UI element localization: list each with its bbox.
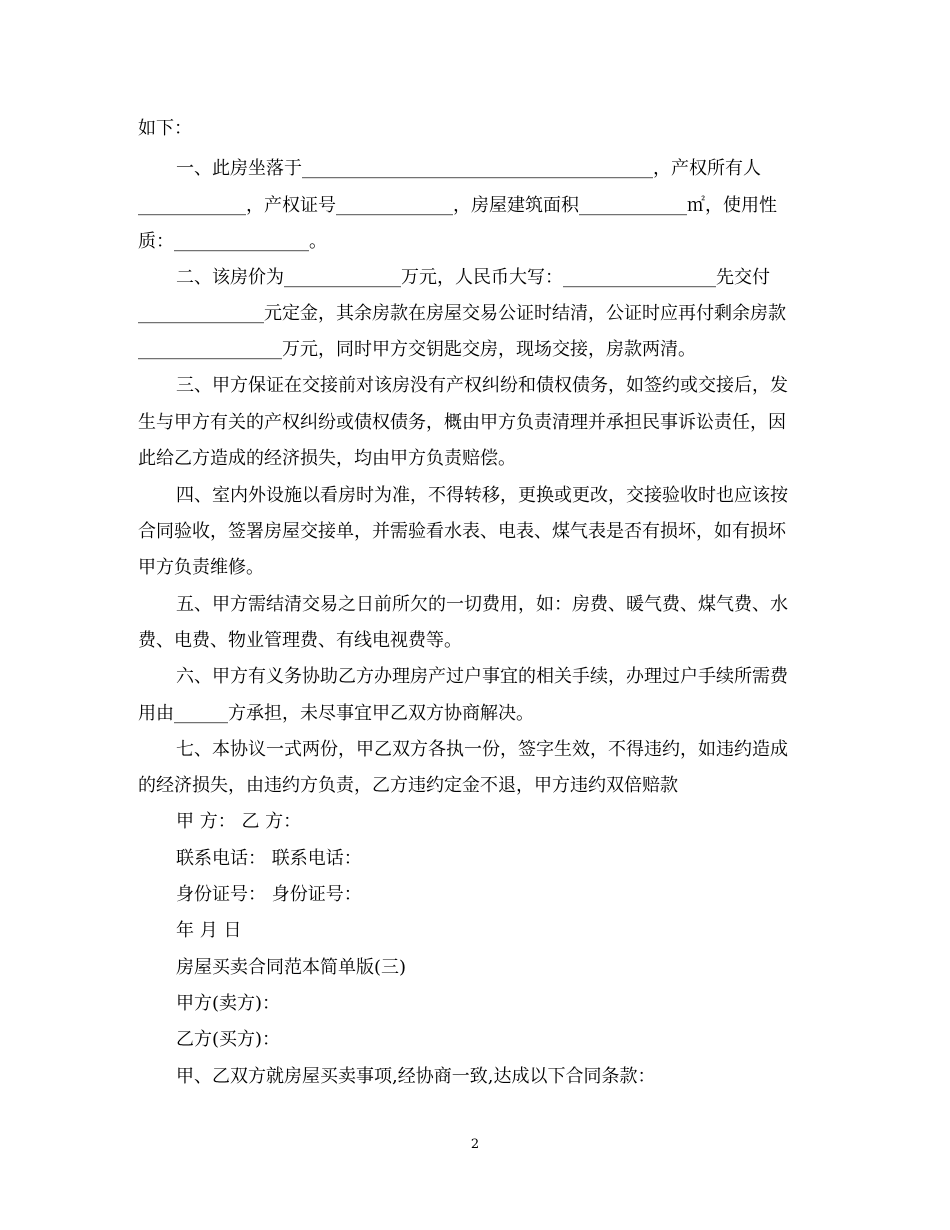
- clause-2-line-3: ________________万元，同时甲方交钥匙交房，现场交接，房款两清。: [138, 339, 696, 360]
- clause-5-line-2: 费、电费、物业管理费、有线电视费等。: [138, 630, 462, 651]
- clause-5-line-1: 五、甲方需结清交易之日前所欠的一切费用，如：房费、暖气费、煤气费、水: [176, 594, 788, 615]
- clause-6-line-2: 用由______方承担，未尽事宜甲乙双方协商解决。: [138, 703, 534, 724]
- clause-3-line-2: 生与甲方有关的产权纠纷或债权债务，概由甲方负责清理并承担民事诉讼责任，因: [138, 412, 786, 433]
- party-names-line: 甲 方： 乙 方：: [176, 811, 302, 832]
- clause-7-line-1: 七、本协议一式两份，甲乙双方各执一份，签字生效，不得违约，如违约造成: [176, 739, 788, 760]
- seller-line: 甲方(卖方)：: [176, 993, 281, 1014]
- page-number: 2: [470, 1137, 480, 1152]
- clause-1-line-2: ____________，产权证号_____________，房屋建筑面积____________㎡，使用性: [138, 195, 777, 216]
- clause-4-line-2: 合同验收，签署房屋交接单，并需验看水表、电表、煤气表是否有损坏，如有损坏: [138, 521, 786, 542]
- clause-2-line-2: ______________元定金，其余房款在房屋交易公证时结清，公证时应再付剩余房款: [138, 303, 786, 324]
- clause-4-line-3: 甲方负责维修。: [138, 557, 264, 578]
- date-line: 年 月 日: [176, 920, 242, 941]
- id-number-line: 身份证号： 身份证号：: [176, 884, 362, 905]
- clause-4-line-1: 四、室内外设施以看房时为准，不得转移，更换或更改，交接验收时也应该按: [176, 485, 788, 506]
- clause-2-line-1: 二、该房价为_____________万元，人民币大写：_________________先交付: [176, 267, 770, 288]
- clause-3-line-1: 三、甲方保证在交接前对该房没有产权纠纷和债权债务，如签约或交接后，发: [176, 375, 788, 396]
- agreement-intro-line: 甲、乙双方就房屋买卖事项,经协商一致,达成以下合同条款：: [176, 1066, 656, 1087]
- contact-phone-line: 联系电话： 联系电话：: [176, 848, 362, 869]
- clause-6-line-1: 六、甲方有义务协助乙方办理房产过户事宜的相关手续，办理过户手续所需费: [176, 666, 788, 687]
- text-line-intro: 如下：: [138, 118, 192, 139]
- clause-7-line-2: 的经济损失，由违约方负责，乙方违约定金不退，甲方违约双倍赔款: [138, 775, 678, 796]
- buyer-line: 乙方(买方)：: [176, 1029, 281, 1050]
- clause-3-line-3: 此给乙方造成的经济损失，均由甲方负责赔偿。: [138, 448, 516, 469]
- clause-1-line-1: 一、此房坐落于_______________________________________，产权所有人: [176, 158, 761, 179]
- contract-title-line: 房屋买卖合同范本简单版(三): [176, 957, 407, 978]
- clause-1-line-3: 质：_______________。: [138, 231, 327, 252]
